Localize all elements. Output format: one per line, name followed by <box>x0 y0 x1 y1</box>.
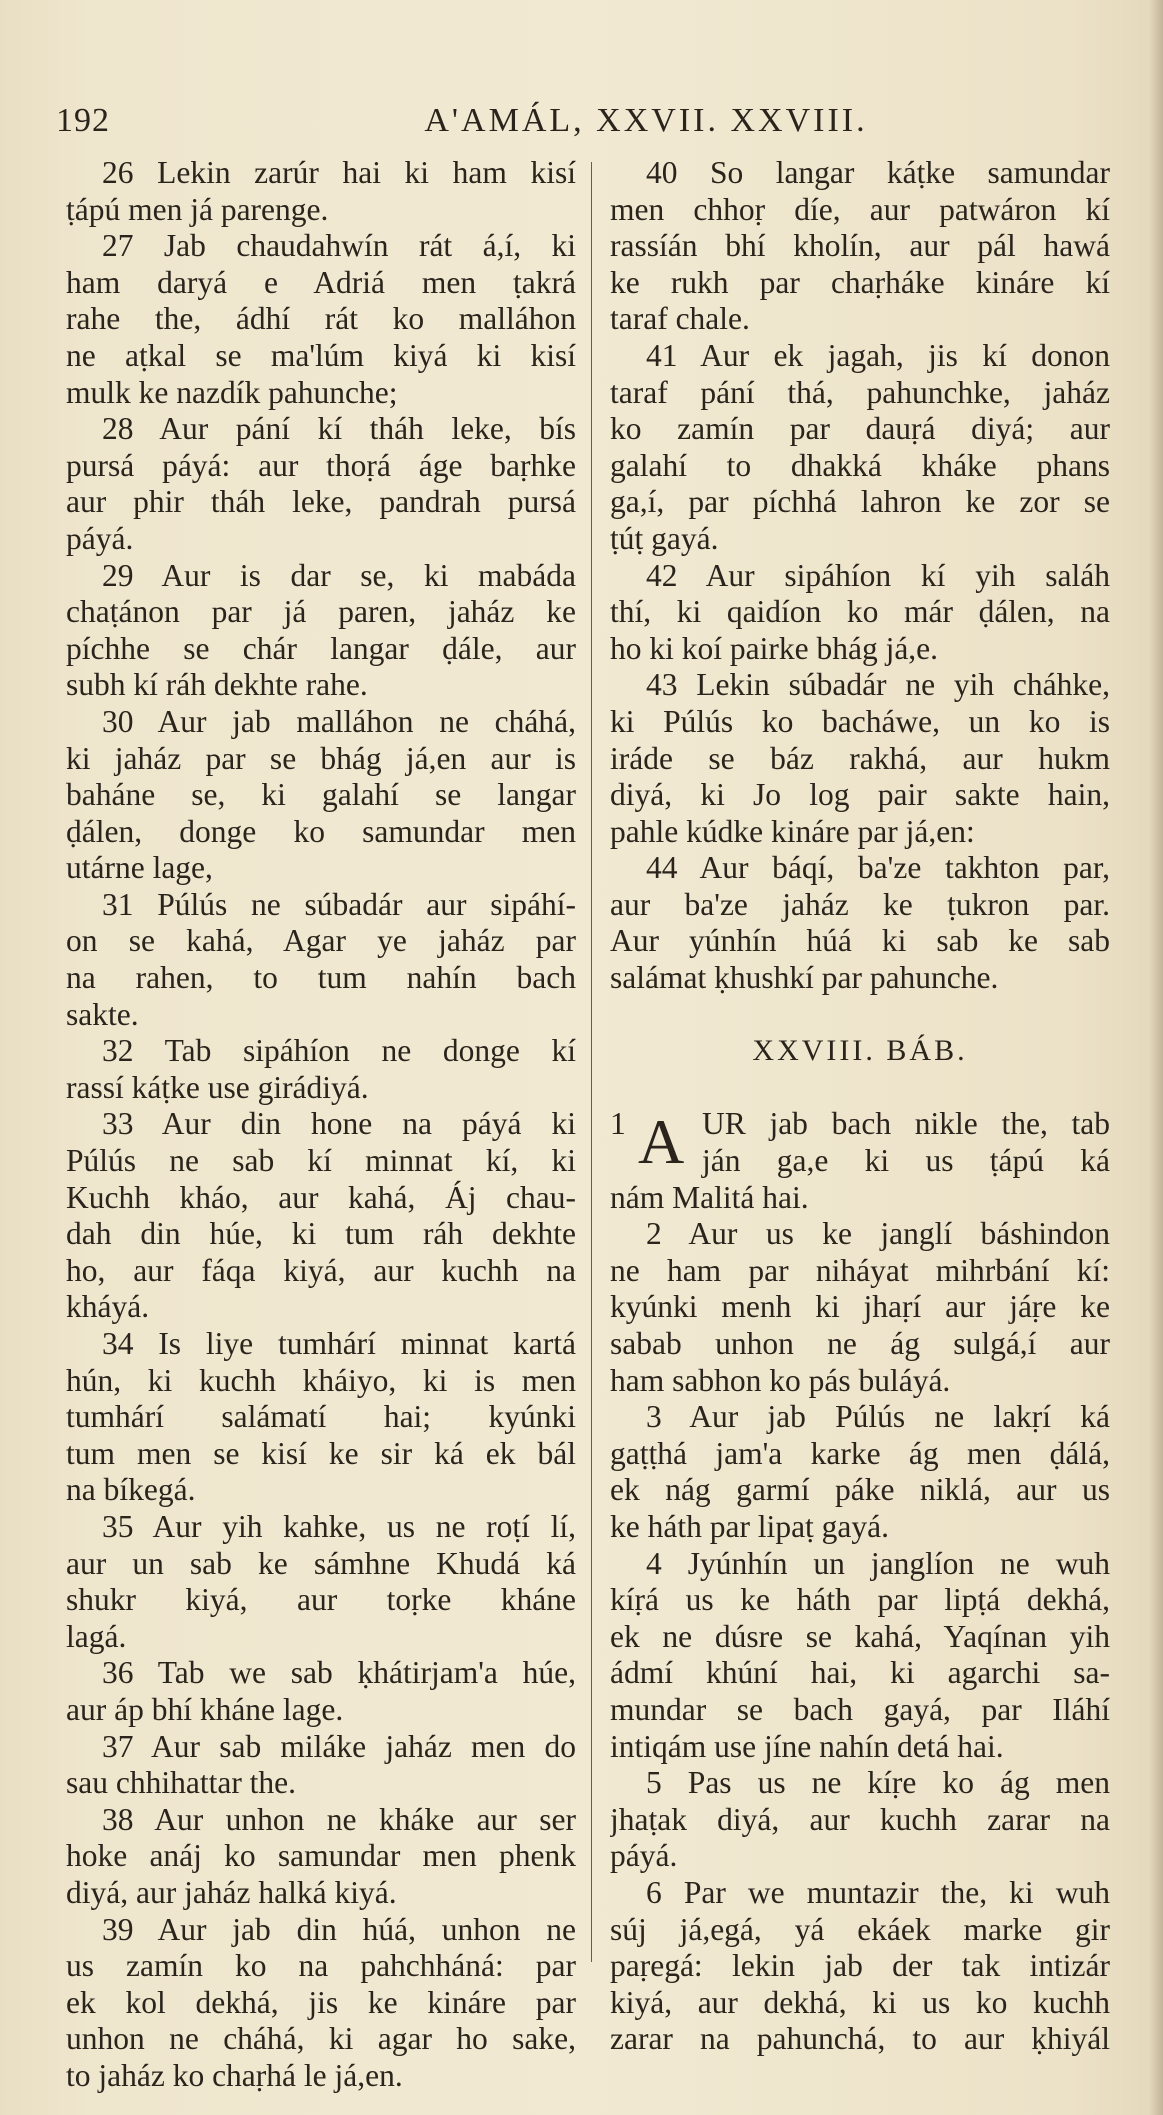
text-line: ṭápú men já parenge. <box>66 191 329 227</box>
text-line: 4 Jyúnhín un janglíon ne wuh <box>646 1545 1110 1581</box>
text-line: 37 Aur sab miláke jaház men do <box>102 1728 576 1764</box>
text-line: to jaház ko chaṛhá le já,en. <box>66 2057 403 2093</box>
text-line: Kuchh kháo, aur kahá, Áj chau- <box>66 1179 576 1215</box>
text-line: 32 Tab sipáhíon ne donge kí <box>102 1033 576 1069</box>
text-line: rassíán bhí kholín, aur pál hawá <box>610 228 1110 264</box>
left-text-column <box>66 155 576 2094</box>
text-line: sabab unhon ne ág sulgá,í aur <box>610 1326 1110 1361</box>
line-text: UR jab bach nikle the, tab <box>702 1106 1110 1142</box>
text-line: ham daryá e Adriá men ṭakrá <box>66 264 576 300</box>
text-line: 34 Is liye tumhárí minnat kartá <box>102 1326 576 1361</box>
text-line: hún, ki kuchh kháiyo, ki is men <box>66 1362 576 1398</box>
text-line: iráde se báz rakhá, aur hukm <box>610 740 1110 776</box>
spacer <box>610 1070 1110 1107</box>
text-line: 6 Par we muntazir the, ki wuh <box>646 1874 1110 1910</box>
text-line: jhaṭak diyá, aur kuchh zarar na <box>610 1801 1110 1837</box>
text-line: us zamín ko na pahchháná: par <box>66 1948 576 1984</box>
text-line: salámat ḳhushkí par pahunche. <box>610 960 999 996</box>
text-line: sau chhihattar the. <box>66 1765 297 1801</box>
text-line: baháne se, ki galahí se langar <box>66 777 576 813</box>
text-line: píchhe se chár langar ḍále, aur <box>66 630 576 666</box>
text-line: aur áp bhí kháne lage. <box>66 1691 344 1727</box>
text-line: 39 Aur jab din húá, unhon ne <box>102 1911 576 1947</box>
text-line: utárne lage, <box>66 850 213 886</box>
text-line: zarar na pahunchá, to aur ḳhiyál <box>610 2021 1110 2057</box>
text-line: 36 Tab we sab ḳhátirjam'a húe, <box>102 1655 576 1691</box>
text-line: intiqám use jíne nahín detá hai. <box>610 1728 1004 1764</box>
text-line: ke rukh par chaṛháke kináre kí <box>610 264 1110 300</box>
text-line: rassí káṭke use girádiyá. <box>66 1069 369 1105</box>
text-line: 43 Lekin súbadár ne yih cháhke, <box>646 667 1110 703</box>
text-line: diyá, aur jaház halká kiyá. <box>66 1874 397 1910</box>
text-line: kyúnki menh ki jhaṛí aur jáṛe ke <box>610 1289 1110 1325</box>
text-line: ho ki koí pairke bhág já,e. <box>610 630 939 666</box>
text-line: 29 Aur is dar se, ki mabáda <box>102 557 576 593</box>
text-line: on se kahá, Agar ye jaház par <box>66 923 576 959</box>
text-line: paṛegá: lekin jab der tak intizár <box>610 1948 1110 1984</box>
text-line: na rahen, to tum nahín bach <box>66 960 576 996</box>
text-line: ádmí khúní hai, ki agarchi sa- <box>610 1655 1110 1691</box>
text-line: kiyá, aur dekhá, ki us ko kuchh <box>610 1984 1110 2020</box>
text-line: lagá. <box>66 1618 127 1654</box>
text-line: Aur yúnhín húá ki sab ke sab <box>610 923 1110 959</box>
text-line: mulk ke nazdík pahunche; <box>66 374 398 410</box>
text-line: 28 Aur pání kí tháh leke, bís <box>102 411 576 447</box>
text-line: ek ne dúsre se kahá, Yaqínan yih <box>610 1618 1110 1654</box>
text-line: pursá páyá: aur thoṛá áge baṛhke <box>66 447 576 483</box>
text-line: tumhárí salámatí hai; kyúnki <box>66 1399 576 1435</box>
text-line: diyá, ki Jo log pair sakte hain, <box>610 777 1110 813</box>
text-line: aur ba'ze jaház ke ṭukron par. <box>610 886 1110 922</box>
text-line: ko zamín par dauṛá diyá; aur <box>610 411 1110 447</box>
spacer <box>610 997 1110 1034</box>
text-line: dah din húe, ki tum ráh dekhte <box>66 1216 576 1252</box>
text-line: ke háth par lipaṭ gayá. <box>610 1508 890 1544</box>
text-line: aur phir tháh leke, pandrah pursá <box>66 484 576 520</box>
drop-cap: A <box>638 1106 685 1178</box>
text-line: aur un sab ke sámhne Khudá ká <box>66 1545 576 1581</box>
text-line: 42 Aur sipáhíon kí yih saláh <box>646 557 1110 593</box>
text-line: chaṭánon par já paren, jaház ke <box>66 594 576 630</box>
text-line: men chhoṛ díe, aur patwáron kí <box>610 191 1110 227</box>
text-line: tum men se kisí ke sir ká ek bál <box>66 1435 576 1471</box>
right-text-column <box>610 155 1110 2058</box>
text-line: galahí to dhakká kháke phans <box>610 447 1110 483</box>
text-line: ḍálen, donge ko samundar men <box>66 813 576 849</box>
column-divider <box>591 162 592 1962</box>
text-line: ho, aur fáqa kiyá, aur kuchh na <box>66 1252 576 1288</box>
text-line: subh kí ráh dekhte rahe. <box>66 667 368 703</box>
text-line: unhon ne cháhá, ki agar ho sake, <box>66 2021 576 2057</box>
text-line: 26 Lekin zarúr hai ki ham kisí <box>102 155 576 190</box>
text-line: 2 Aur us ke janglí báshindon <box>646 1216 1110 1252</box>
text-line: 30 Aur jab malláhon ne cháhá, <box>102 703 576 739</box>
text-line: ki jaház par se bhág já,en aur is <box>66 740 576 776</box>
text-line: 33 Aur din hone na páyá ki <box>102 1106 576 1142</box>
chapter-heading: XXVIII. BÁB. <box>752 1034 968 1068</box>
page-header <box>56 102 1056 148</box>
text-line: páyá. <box>66 520 134 556</box>
text-line: ne aṭkal se ma'lúm kiyá ki kisí <box>66 337 576 373</box>
text-line: taraf chale. <box>610 301 750 337</box>
text-line: thí, ki qaidíon ko már ḍálen, na <box>610 594 1110 630</box>
text-line: sakte. <box>66 996 139 1032</box>
text-line: taraf pání thá, pahunchke, jaház <box>610 374 1110 410</box>
text-line: 27 Jab chaudahwín rát á,í, ki <box>102 228 576 264</box>
text-line: pahle kúdke kináre par já,en: <box>610 813 975 849</box>
text-line: nám Malitá hai. <box>610 1179 809 1215</box>
text-line: 38 Aur unhon ne kháke aur ser <box>102 1801 576 1837</box>
text-line: mundar se bach gayá, par Iláhí <box>610 1691 1110 1727</box>
text-line: ṭúṭ gayá. <box>610 520 719 556</box>
text-line: ham sabhon ko pás buláyá. <box>610 1362 951 1398</box>
text-line: 35 Aur yih kahke, us ne roṭí lí, <box>102 1508 576 1544</box>
running-title: A'AMÁL, XXVII. XXVIII. <box>424 102 868 139</box>
text-line: páyá. <box>610 1838 678 1874</box>
text-line: rahe the, ádhí rát ko malláhon <box>66 301 576 337</box>
text-line: ki Púlús ko bacháwe, un ko is <box>610 703 1110 739</box>
text-line: súj já,egá, yá ekáek marke gir <box>610 1911 1110 1947</box>
text-line: ek kol dekhá, jis ke kináre par <box>66 1984 576 2020</box>
text-line: Púlús ne sab kí minnat kí, ki <box>66 1143 576 1179</box>
text-line: 3 Aur jab Púlús ne lakṛí ká <box>646 1399 1110 1435</box>
text-line: ne ham par niháyat mihrbání kí: <box>610 1252 1110 1288</box>
text-line: 41 Aur ek jagah, jis kí donon <box>646 337 1110 373</box>
text-line: 5 Pas us ne kíṛe ko ág men <box>646 1765 1110 1801</box>
text-line: kíṛá us ke háth par lipṭá dekhá, <box>610 1582 1110 1618</box>
text-line: 44 Aur báqí, ba'ze takhton par, <box>646 850 1110 886</box>
text-line: ján ga,e ki us ṭápú ká <box>702 1143 1110 1179</box>
verse-number: 1 <box>610 1106 626 1142</box>
text-line: ek nág garmí páke niklá, aur us <box>610 1472 1110 1508</box>
text-line: na bíkegá. <box>66 1472 196 1508</box>
text-line: kháyá. <box>66 1289 150 1325</box>
text-line: ga,í, par píchhá lahron ke zor se <box>610 484 1110 520</box>
page-number: 192 <box>56 102 110 139</box>
text-line: hoke anáj ko samundar men phenk <box>66 1838 576 1874</box>
text-line: 31 Púlús ne súbadár aur sipáhí- <box>102 886 576 922</box>
text-line: 40 So langar káṭke samundar <box>646 155 1110 190</box>
text-line: shukr kiyá, aur toṛke kháne <box>66 1582 576 1618</box>
text-line: gaṭṭhá jam'a karke ág men ḍálá, <box>610 1435 1110 1471</box>
